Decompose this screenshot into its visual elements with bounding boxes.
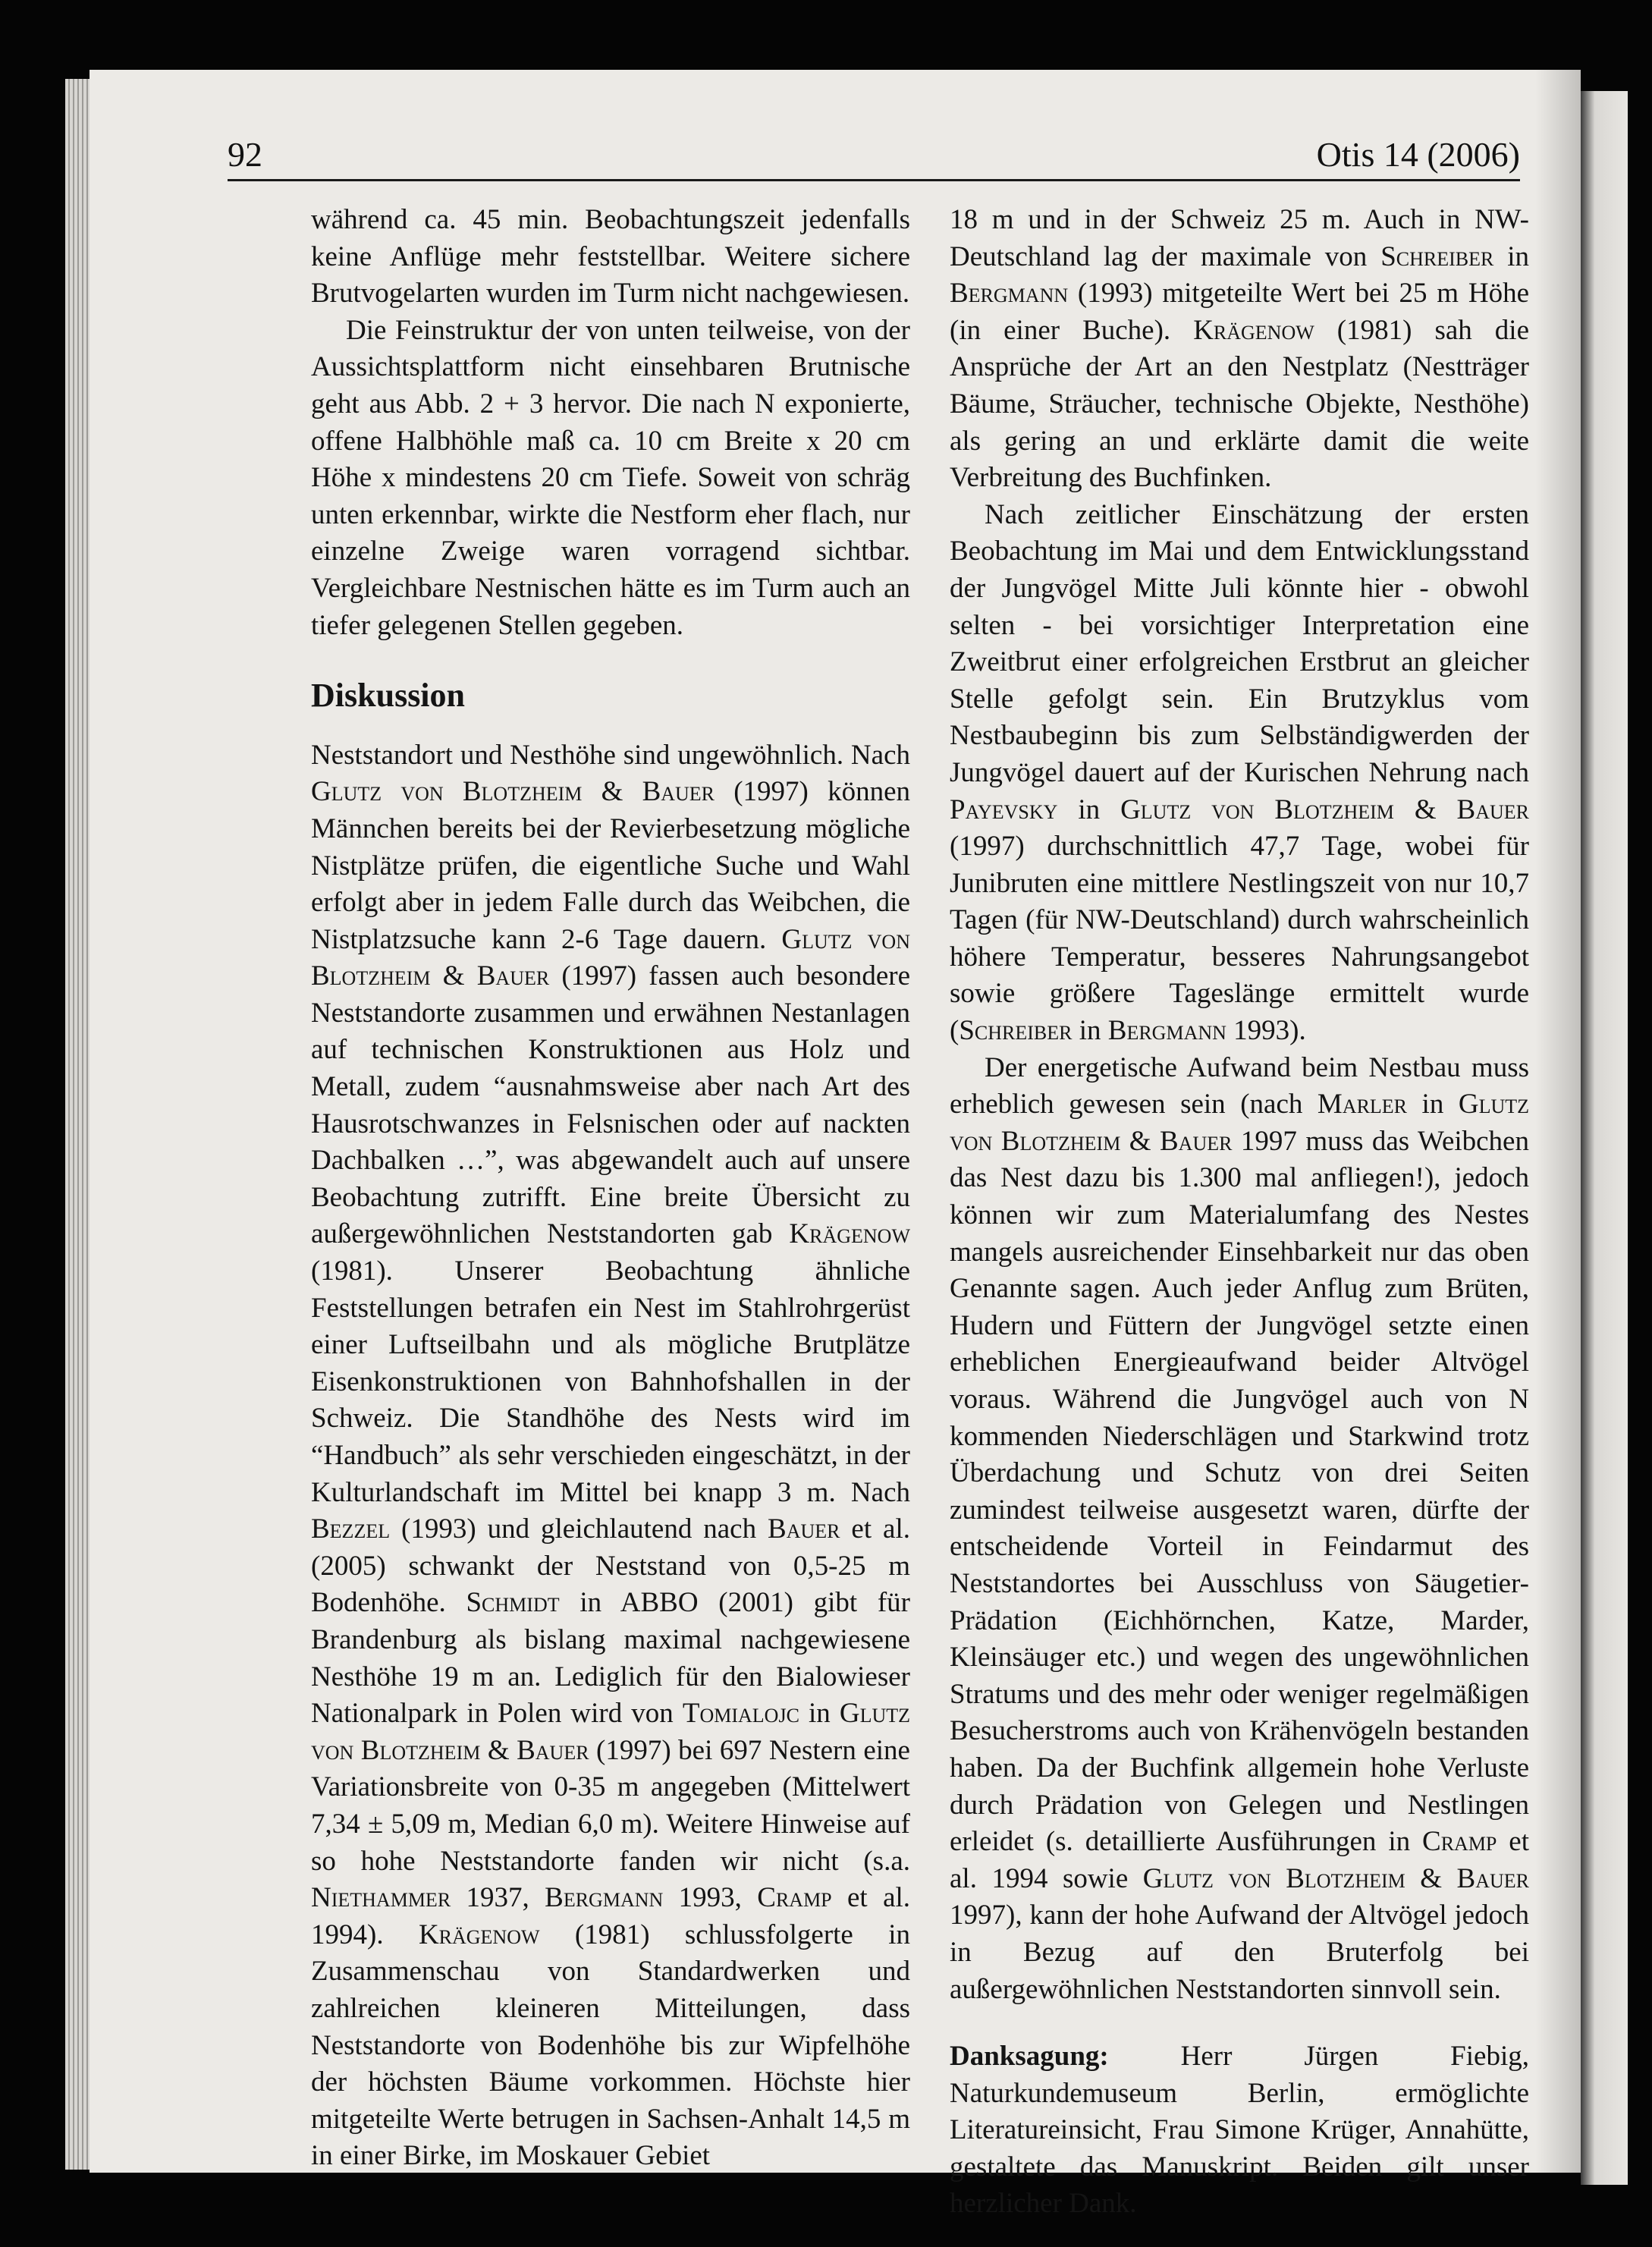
journal-citation: Otis 14 (2006) <box>1316 135 1520 174</box>
paragraph: Die Feinstruktur der von unten teilweise, von der Aussichtsplattform nicht einsehbaren Brutnische geht aus Abb. 2 + 3 hervor. Die nach N exponierte, offene Halbhöhle maß ca. 10 cm Breite x 20 cm Höhe x mindestens 20 cm Tiefe. Soweit von schräg unten erkennbar, wirkte die Nestform eher flach, nur einzelne Zweige waren vorragend sichtbar. Vergleichbare Nestnischen hätte es im Turm auch an tiefer gelegenen Stellen gegeben. <box>311 314 910 641</box>
paragraph: während ca. 45 min. Beobachtungszeit jedenfalls keine Anflüge mehr feststellbar. Weitere sichere Brutvogelarten wurden im Turm nicht nachgewiesen. <box>311 204 910 310</box>
author-name: Cramp <box>1422 1826 1497 1858</box>
author-name: Schreiber <box>1380 240 1494 272</box>
author-name: Glutz von Blotzheim & Bauer <box>311 776 715 808</box>
author-name: Payevsky <box>950 794 1058 825</box>
author-name: Bergmann <box>545 1882 664 1914</box>
author-name: Glutz von Blotzheim & Bauer <box>1142 1862 1529 1894</box>
left-column <box>311 202 910 2175</box>
acknowledgement-label: Danksagung: <box>950 2041 1109 2073</box>
author-name: Glutz von Blotzheim & Bauer <box>311 923 910 992</box>
author-name: Bergmann <box>1107 1015 1226 1047</box>
author-name: Schmidt <box>466 1587 560 1619</box>
author-name: Tomialojc <box>682 1698 799 1730</box>
author-name: Krägenow <box>418 1919 540 1950</box>
author-name: Krägenow <box>1193 314 1314 346</box>
facing-page-edge <box>1581 91 1628 2185</box>
acknowledgement: Danksagung: Herr Jürgen Fiebig, Naturkundemuseum Berlin, ermöglichte Literatureinsicht, Frau Simone Krüger, Annahütte, gestaltete das Manuskript. Beiden gilt unser herzlicher Dank. <box>950 2041 1529 2220</box>
author-name: Krägenow <box>789 1218 910 1250</box>
author-name: Schreiber <box>959 1015 1073 1047</box>
author-name: Bergmann <box>950 278 1069 310</box>
right-column <box>950 202 1529 2223</box>
author-name: Cramp <box>757 1882 832 1914</box>
author-name: Niethammer <box>311 1882 451 1914</box>
paragraph: 18 m und in der Schweiz 25 m. Auch in NW-Deutschland lag der maximale von Schreiber in Bergmann (1993) mitgeteilte Wert bei 25 m Höhe (in einer Buche). Krägenow (1981) sah die Ansprüche der Art an den Nestplatz (Nestträger Bäume, Sträucher, technische Objekte, Nesthöhe) als gering an und erklärte damit die weite Verbreitung des Buchfinken. <box>950 204 1530 494</box>
author-name: Glutz von Blotzheim & Bauer <box>1120 794 1530 825</box>
paragraph: Neststandort und Nesthöhe sind ungewöhnlich. Nach Glutz von Blotzheim & Bauer (1997) können Männchen bereits bei der Revierbesetzung mögliche Nistplätze prüfen, die eigentliche Suche und Wahl erfolgt aber in jedem Falle durch das Weibchen, die Nistplatzsuche kann 2-6 Tage dauern. Glutz von Blotzheim & Bauer (1997) fassen auch besondere Neststandorte zusammen und erwähnen Nestanlagen auf technischen Konstruktionen aus Holz und Metall, zudem “ausnahmsweise aber nach Art des Hausrotschwanzes in Felsnischen oder auf nackten Dachbalken …”, was abgewandelt auch auf unsere Beobachtung zutrifft. Eine breite Übersicht zu außergewöhnlichen Neststandorten gab Krägenow (1981). Unserer Beobachtung ähnliche Feststellungen betrafen ein Nest im Stahlrohrgerüst einer Luftseilbahn und als mögliche Brutplätze Eisenkonstruktionen von Bahnhofshallen in der Schweiz. Die Standhöhe des Nests wird im “Handbuch” als sehr verschieden eingeschätzt, in der Kulturlandschaft im Mittel bei knapp 3 m. Nach Bezzel (1993) und gleichlautend nach Bauer et al. (2005) schwankt der Neststand von 0,5-25 m Bodenhöhe. Schmidt in ABBO (2001) gibt für Brandenburg als bislang maximal nachgewiesene Nesthöhe 19 m an. Lediglich für den Bialowieser Nationalpark in Polen wird von Tomialojc in Glutz von Blotzheim & Bauer (1997) bei 697 Nestern eine Variationsbreite von 0-35 m angegeben (Mittelwert 7,34 ± 5,09 m, Median 6,0 m). Weitere Hinweise auf so hohe Neststandorte fanden wir nicht (s.a. Niethammer 1937, Bergmann 1993, Cramp et al. 1994). Krägenow (1981) schlussfolgerte in Zusammenschau von Standardwerken und zahlreichen kleineren Mitteilungen, dass Neststandorte von Bodenhöhe bis zur Wipfelhöhe der höchsten Bäume vorkommen. Höchste hier mitgeteilte Werte betrugen in Sachsen-Anhalt 14,5 m in einer Birke, im Moskauer Gebiet <box>311 739 911 2172</box>
author-name: Marler <box>1317 1089 1408 1120</box>
spine-shadow <box>1535 70 1581 2173</box>
author-name: Bezzel <box>311 1513 391 1545</box>
section-heading: Diskussion <box>311 677 466 715</box>
page-number: 92 <box>228 135 262 174</box>
running-header <box>228 129 1520 181</box>
author-name: Glutz von Blotzheim & Bauer <box>950 1089 1529 1157</box>
paragraph: Der energetische Aufwand beim Nestbau muss erheblich gewesen sein (nach Marler in Glutz von Blotzheim & Bauer 1997 muss das Weibchen das Nest dazu bis 1.300 mal anfliegen!), jedoch können wir zum Materialumfang des Nestes mangels ausreichender Einsehbarkeit nur das oben Genannte sagen. Auch jeder Anflug zum Brüten, Hudern und Füttern der Jungvögel setzte einen erheblichen Energieaufwand beider Altvögel voraus. Während die Jungvögel auch von N kommenden Niederschlägen und Starkwind trotz Überdachung und Schutz von drei Seiten zumindest teilweise ausgesetzt waren, dürfte der entscheidende Vorteil in Feindarmut des Neststandortes bei Ausschluss von Säugetier-Prädation (Eichhörnchen, Katze, Marder, Kleinsäuger etc.) und wegen des ungewöhnlichen Stratums und des mehr oder weniger regelmäßigen Besucherstroms auch von Krähenvögeln bestanden haben. Da der Buchfink allgemein hohe Verluste durch Prädation von Gelegen und Nestlingen erleidet (s. detaillierte Ausführungen in Cramp et al. 1994 sowie Glutz von Blotzheim & Bauer 1997), kann der hohe Aufwand der Altvögel jedoch in Bezug auf den Bruterfolg bei außergewöhnlichen Neststandorten sinnvoll sein. <box>950 1051 1529 2005</box>
paragraph: Nach zeitlicher Einschätzung der ersten Beobachtung im Mai und dem Entwicklungsstand der Jungvögel Mitte Juli könnte hier - obwohl selten - bei vorsichtiger Interpretation eine Zweitbrut einer erfolgreichen Erstbrut an gleicher Stelle gefolgt sein. Ein Brutzyklus vom Nestbaubeginn bis zum Selbständigwerden der Jungvögel dauert auf der Kurischen Nehrung nach Payevsky in Glutz von Blotzheim & Bauer (1997) durchschnittlich 47,7 Tage, wobei für Junibruten eine mittlere Nestlingszeit von nur 10,7 Tagen (für NW-Deutschland) durch wahrscheinlich höhere Temperatur, besseres Nahrungsangebot sowie größere Tageslänge ermittelt wurde (Schreiber in Bergmann 1993). <box>950 498 1530 1047</box>
author-name: Bauer <box>768 1513 840 1545</box>
author-name: Glutz von Blotzheim & Bauer <box>311 1698 911 1766</box>
